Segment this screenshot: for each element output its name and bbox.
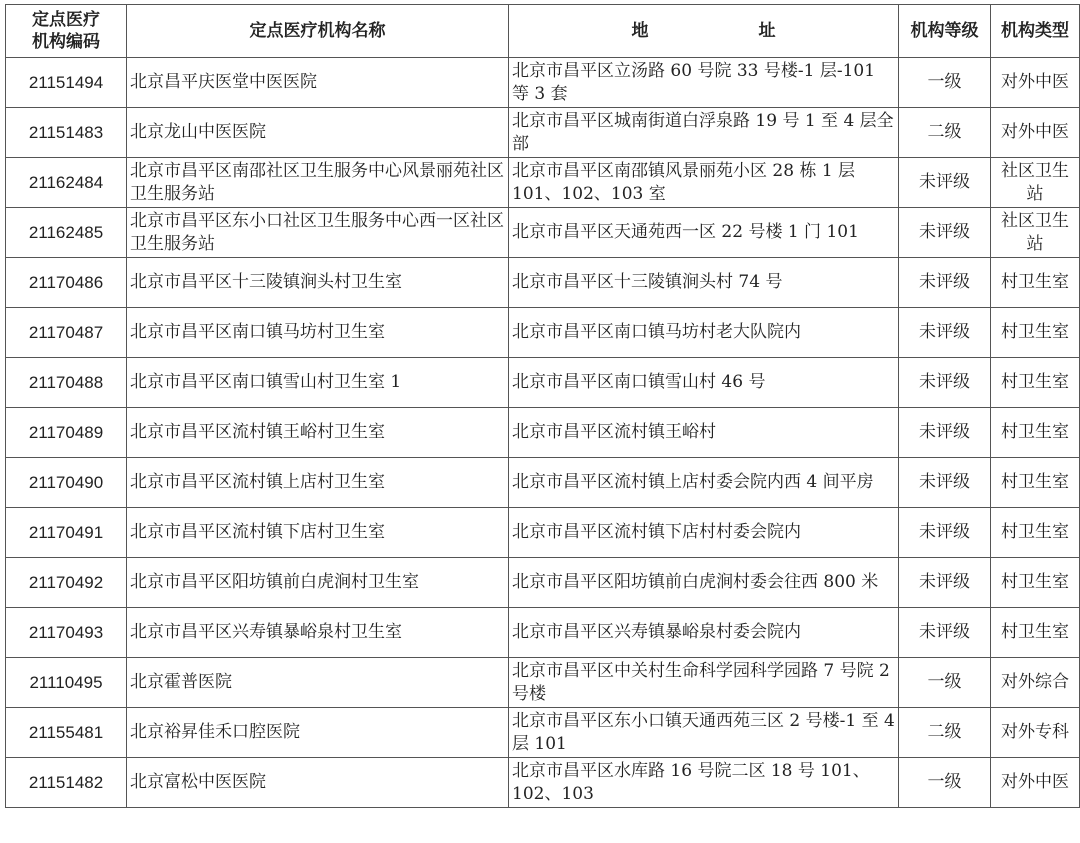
institution-type: 村卫生室 (991, 308, 1080, 358)
institution-code: 21170490 (6, 458, 127, 508)
header-name: 定点医疗机构名称 (127, 5, 509, 58)
institution-name: 北京市昌平区兴寿镇暴峪泉村卫生室 (127, 608, 509, 658)
institution-address: 北京市昌平区南口镇雪山村 46 号 (509, 358, 899, 408)
institution-name: 北京裕昇佳禾口腔医院 (127, 708, 509, 758)
institution-address: 北京市昌平区十三陵镇涧头村 74 号 (509, 258, 899, 308)
table-row (6, 458, 1080, 508)
institution-address: 北京市昌平区天通苑西一区 22 号楼 1 门 101 (509, 208, 899, 258)
institution-type: 村卫生室 (991, 558, 1080, 608)
header-address-right: 址 (758, 21, 776, 41)
institution-type: 对外综合 (991, 658, 1080, 708)
institution-type: 村卫生室 (991, 408, 1080, 458)
header-address (509, 5, 899, 58)
institution-address: 北京市昌平区阳坊镇前白虎涧村委会往西 800 米 (509, 558, 899, 608)
institution-level: 二级 (899, 108, 991, 158)
institution-name: 北京昌平庆医堂中医医院 (127, 58, 509, 108)
institution-type: 对外中医 (991, 758, 1080, 808)
header-address-left: 地 (631, 21, 649, 41)
table-row (6, 158, 1080, 208)
table-row (6, 408, 1080, 458)
institution-type: 村卫生室 (991, 508, 1080, 558)
institution-address: 北京市昌平区中关村生命科学园科学园路 7 号院 2 号楼 (509, 658, 899, 708)
institution-name: 北京市昌平区南口镇马坊村卫生室 (127, 308, 509, 358)
institution-code: 21162485 (6, 208, 127, 258)
institution-type: 对外中医 (991, 58, 1080, 108)
institution-name: 北京市昌平区阳坊镇前白虎涧村卫生室 (127, 558, 509, 608)
institution-level: 未评级 (899, 508, 991, 558)
institution-level: 未评级 (899, 308, 991, 358)
institution-level: 未评级 (899, 258, 991, 308)
institution-address: 北京市昌平区流村镇上店村委会院内西 4 间平房 (509, 458, 899, 508)
institution-address: 北京市昌平区南邵镇风景丽苑小区 28 栋 1 层 101、102、103 室 (509, 158, 899, 208)
institution-code: 21151482 (6, 758, 127, 808)
institution-address: 北京市昌平区立汤路 60 号院 33 号楼-1 层-101 等 3 套 (509, 58, 899, 108)
institution-level: 一级 (899, 658, 991, 708)
institution-code: 21170487 (6, 308, 127, 358)
institution-code: 21170486 (6, 258, 127, 308)
table-row (6, 558, 1080, 608)
institution-address: 北京市昌平区流村镇王峪村 (509, 408, 899, 458)
institution-name: 北京市昌平区流村镇上店村卫生室 (127, 458, 509, 508)
institution-code: 21155481 (6, 708, 127, 758)
table-row (6, 208, 1080, 258)
institution-name: 北京富松中医医院 (127, 758, 509, 808)
institution-type: 村卫生室 (991, 358, 1080, 408)
header-row (6, 5, 1080, 58)
institution-type: 社区卫生站 (991, 208, 1080, 258)
institution-address: 北京市昌平区水库路 16 号院二区 18 号 101、102、103 (509, 758, 899, 808)
institution-name: 北京龙山中医医院 (127, 108, 509, 158)
institution-level: 未评级 (899, 608, 991, 658)
institution-type: 对外专科 (991, 708, 1080, 758)
header-type: 机构类型 (991, 5, 1080, 58)
institution-code: 21151483 (6, 108, 127, 158)
institution-name: 北京市昌平区十三陵镇涧头村卫生室 (127, 258, 509, 308)
institution-name: 北京市昌平区流村镇王峪村卫生室 (127, 408, 509, 458)
institution-code: 21170491 (6, 508, 127, 558)
institution-code: 21151494 (6, 58, 127, 108)
institution-name: 北京霍普医院 (127, 658, 509, 708)
institution-type: 对外中医 (991, 108, 1080, 158)
table-row (6, 708, 1080, 758)
institution-name: 北京市昌平区南口镇雪山村卫生室 1 (127, 358, 509, 408)
institution-code: 21110495 (6, 658, 127, 708)
institution-name: 北京市昌平区流村镇下店村卫生室 (127, 508, 509, 558)
institution-type: 村卫生室 (991, 608, 1080, 658)
institution-level: 未评级 (899, 408, 991, 458)
institution-level: 二级 (899, 708, 991, 758)
table-row (6, 358, 1080, 408)
institution-address: 北京市昌平区南口镇马坊村老大队院内 (509, 308, 899, 358)
institution-type: 村卫生室 (991, 258, 1080, 308)
institution-level: 一级 (899, 758, 991, 808)
institution-table (5, 4, 1080, 808)
institution-level: 未评级 (899, 458, 991, 508)
institution-level: 一级 (899, 58, 991, 108)
institution-level: 未评级 (899, 158, 991, 208)
table-row (6, 608, 1080, 658)
institution-address: 北京市昌平区东小口镇天通西苑三区 2 号楼-1 至 4 层 101 (509, 708, 899, 758)
table-row (6, 508, 1080, 558)
institution-code: 21170492 (6, 558, 127, 608)
institution-level: 未评级 (899, 558, 991, 608)
institution-code: 21170493 (6, 608, 127, 658)
institution-type: 社区卫生站 (991, 158, 1080, 208)
institution-level: 未评级 (899, 358, 991, 408)
institution-code: 21162484 (6, 158, 127, 208)
header-code: 定点医疗 机构编码 (6, 5, 127, 58)
table-row (6, 258, 1080, 308)
institution-address: 北京市昌平区城南街道白浮泉路 19 号 1 至 4 层全部 (509, 108, 899, 158)
table-row (6, 58, 1080, 108)
institution-address: 北京市昌平区兴寿镇暴峪泉村委会院内 (509, 608, 899, 658)
header-level: 机构等级 (899, 5, 991, 58)
institution-name: 北京市昌平区南邵社区卫生服务中心风景丽苑社区卫生服务站 (127, 158, 509, 208)
institution-type: 村卫生室 (991, 458, 1080, 508)
institution-code: 21170488 (6, 358, 127, 408)
table-row (6, 308, 1080, 358)
institution-code: 21170489 (6, 408, 127, 458)
table-row (6, 108, 1080, 158)
table-row (6, 758, 1080, 808)
institution-name: 北京市昌平区东小口社区卫生服务中心西一区社区卫生服务站 (127, 208, 509, 258)
table-row (6, 658, 1080, 708)
institution-address: 北京市昌平区流村镇下店村村委会院内 (509, 508, 899, 558)
institution-level: 未评级 (899, 208, 991, 258)
